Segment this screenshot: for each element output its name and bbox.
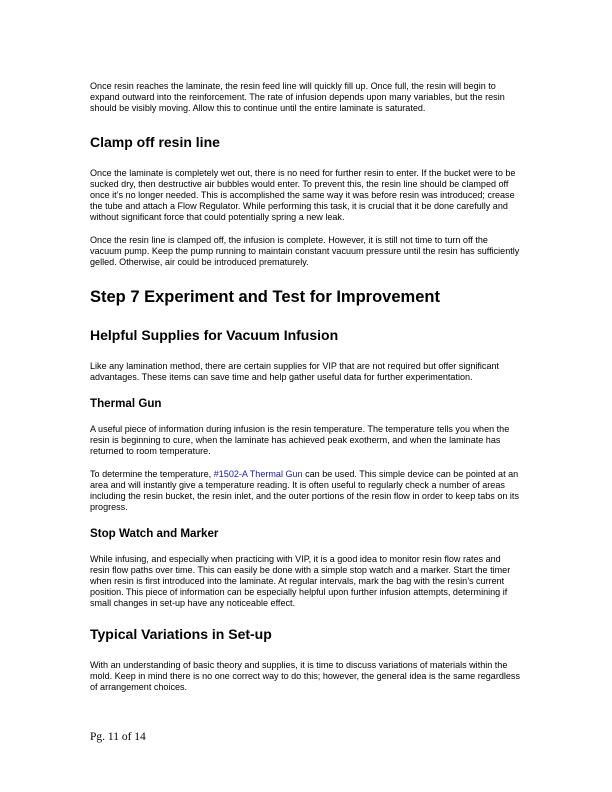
clamp-paragraph-2: Once the resin line is clamped off, the infusion is complete. However, it is still not time to turn off the vacuum pump. Keep the pump running to maintain constant vacuum pressure until the resin has sufficiently gelled. Otherwise, air could be introduced prematurely. xyxy=(90,235,520,267)
document-page xyxy=(90,81,522,705)
intro-paragraph: Once resin reaches the laminate, the resin feed line will quickly fill up. Once full, the resin will begin to expand outward into the reinforcement. The rate of infusion depends upon many variables, but the resin should be visibly moving. Allow this to continue until the entire laminate is saturated. xyxy=(90,81,505,113)
thermal-gun-link[interactable]: #1502-A Thermal Gun xyxy=(213,469,303,479)
step7-heading: Step 7 Experiment and Test for Improvement xyxy=(90,288,440,306)
supplies-heading: Helpful Supplies for Vacuum Infusion xyxy=(90,327,339,343)
page-number: Pg. 11 of 14 xyxy=(90,731,146,743)
stopwatch-paragraph: While infusing, and especially when practicing with VIP, it is a good idea to monitor resin flow rates and resin flow paths over time. This can easily be done with a simple stop watch and a marker. Start the timer when resin is first introduced into the laminate. At regular intervals, mark the bag with the resin’s current position. This piece of information can be especially helpful upon further infusion attempts, determining if small changes in set-up have any noticeable effect. xyxy=(90,554,511,608)
clamp-paragraph-1: Once the laminate is completely wet out, there is no need for further resin to enter. If the bucket were to be sucked dry, then destructive air bubbles would enter. To prevent this, the resin line should be clamped off once it’s no longer needed. This is accomplished the same way it was before resin was introduced; crease the tube and attach a Flow Regulator. While performing this task, it is crucial that it be done carefully and without significant force that could potentially spring a new leak. xyxy=(90,168,516,222)
thermal-paragraph-1: A useful piece of information during infusion is the resin temperature. The temperature tells you when the resin is beginning to cure, when the laminate has achieved peak exotherm, and when the laminate has returned to room temperature. xyxy=(90,424,510,456)
variations-paragraph: With an understanding of basic theory and supplies, it is time to discuss variations of materials within the mold. Keep in mind there is no one correct way to do this; however, the general idea is the same regardless of arrangement choices. xyxy=(90,660,520,692)
variations-heading: Typical Variations in Set-up xyxy=(90,626,272,642)
thermal-gun-heading: Thermal Gun xyxy=(90,397,162,410)
thermal-text-before: To determine the temperature, xyxy=(90,469,214,479)
supplies-paragraph: Like any lamination method, there are certain supplies for VIP that are not required but offer significant advantages. These items can save time and help gather useful data for further experimentation. xyxy=(90,361,500,382)
clamp-heading: Clamp off resin line xyxy=(90,134,220,150)
stopwatch-heading: Stop Watch and Marker xyxy=(90,527,219,540)
thermal-text-after: can be used. This simple device can be pointed at an area and will instantly give a temperature reading. It is often useful to regularly check a number of areas including the resin bucket, the resin inlet, and the outer portions of the resin flow in order to keep tabs on its progress. xyxy=(90,469,519,512)
thermal-paragraph-2 xyxy=(90,469,522,513)
